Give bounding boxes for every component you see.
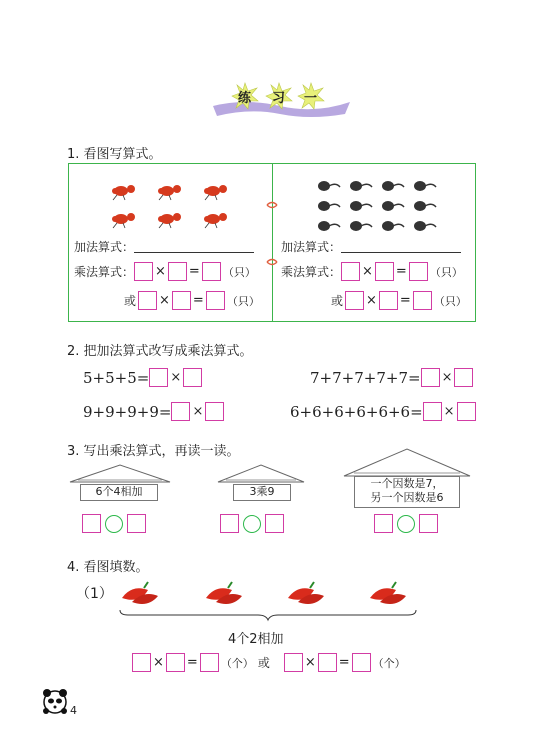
answer-box[interactable] [352, 653, 371, 672]
house-label-3-line-1: 一个因数是7， [370, 477, 444, 490]
or-label: 或 [257, 656, 270, 670]
answer-box[interactable] [166, 653, 185, 672]
times-sign: × [153, 655, 164, 670]
answer-box[interactable] [206, 291, 225, 310]
answer-box[interactable] [132, 653, 151, 672]
q2-title: 2. 把加法算式改写成乘法算式。 [67, 344, 253, 359]
answer-box[interactable] [220, 514, 239, 533]
answer-box[interactable] [413, 291, 432, 310]
answer-box[interactable] [149, 368, 168, 387]
brace-icon [118, 608, 418, 622]
q1-left-mul-row [74, 262, 256, 281]
answer-box[interactable] [200, 653, 219, 672]
q1-right-add-row [281, 238, 461, 255]
tadpole-icon [314, 178, 444, 236]
q3-title: 3. 写出乘法算式，再读一读。 [67, 444, 240, 459]
times-sign: × [366, 293, 377, 308]
q1-right-or-row [331, 291, 467, 310]
q4-answer-row [132, 653, 406, 672]
tadpole-group [314, 178, 444, 236]
unit-label: （个） [220, 656, 254, 670]
ant-group [109, 179, 229, 231]
header-char-2: 习 [272, 91, 286, 106]
answer-box[interactable] [127, 514, 146, 533]
q1-title: 1. 看图写算式。 [67, 147, 162, 162]
unit-label: （只） [226, 294, 260, 308]
expr-text: 6+6+6+6+6+6= [290, 402, 423, 421]
answer-box[interactable] [265, 514, 284, 533]
answer-line[interactable] [341, 240, 461, 253]
add-label: 加法算式： [281, 240, 342, 254]
times-sign: × [443, 404, 455, 419]
unit-label: （只） [222, 265, 256, 279]
page-number: 4 [70, 704, 77, 717]
q1-left-add-row [74, 238, 254, 255]
q1-divider [272, 164, 273, 321]
answer-box[interactable] [318, 653, 337, 672]
star-badge-1 [231, 82, 259, 110]
q1-right-mul-row [281, 262, 463, 281]
header-char-1: 练 [238, 91, 252, 106]
times-sign: × [304, 655, 316, 670]
scissors-icon [265, 256, 279, 268]
answer-box[interactable] [409, 262, 428, 281]
answer-box[interactable] [183, 368, 202, 387]
q2-expr-4 [290, 402, 476, 421]
times-sign: × [155, 264, 166, 279]
answer-box[interactable] [205, 402, 224, 421]
answer-box[interactable] [341, 262, 360, 281]
mul-label: 乘法算式： [281, 265, 342, 279]
equals-sign: = [395, 264, 407, 279]
answer-box[interactable] [345, 291, 364, 310]
answer-line[interactable] [134, 240, 254, 253]
answer-box[interactable] [374, 514, 393, 533]
expr-text: 9+9+9+9= [83, 402, 172, 421]
house-roof-icon [342, 446, 472, 478]
unit-label: （只） [433, 294, 467, 308]
equals-sign: = [399, 293, 411, 308]
pepper-icon [206, 582, 242, 604]
header-banner [205, 80, 355, 122]
answer-box[interactable] [419, 514, 438, 533]
add-label: 加法算式： [74, 240, 135, 254]
header-char-3: 一 [304, 91, 318, 106]
answer-box[interactable] [284, 653, 303, 672]
star-badge-2 [265, 82, 293, 110]
house-label-3 [354, 476, 460, 508]
pepper-icon [288, 582, 324, 604]
expr-text: 5+5+5= [83, 368, 150, 387]
equals-sign: = [186, 655, 198, 670]
answer-box[interactable] [134, 262, 153, 281]
or-label: 或 [331, 294, 344, 308]
answer-box[interactable] [168, 262, 187, 281]
operator-circle[interactable] [243, 515, 261, 533]
ant-icon [109, 179, 229, 231]
q3-answer-3 [374, 514, 438, 533]
house-roof-icon [68, 462, 172, 484]
answer-box[interactable] [421, 368, 440, 387]
answer-box[interactable] [454, 368, 473, 387]
equals-sign: = [192, 293, 204, 308]
answer-box[interactable] [202, 262, 221, 281]
house-label-2: 3乘9 [233, 484, 291, 501]
times-sign: × [441, 370, 453, 385]
unit-label: （只） [429, 265, 463, 279]
unit-label: （个） [372, 656, 406, 670]
answer-box[interactable] [171, 402, 190, 421]
times-sign: × [362, 264, 373, 279]
answer-box[interactable] [379, 291, 398, 310]
q3-answer-1 [82, 514, 146, 533]
q3-answer-2 [220, 514, 284, 533]
q4-sub: （1） [76, 586, 113, 602]
pepper-icon [122, 582, 158, 604]
times-sign: × [170, 370, 182, 385]
house-label-1: 6个4相加 [80, 484, 158, 501]
equals-sign: = [188, 264, 200, 279]
q2-expr-2 [310, 368, 473, 387]
operator-circle[interactable] [105, 515, 123, 533]
star-badge-3 [297, 82, 325, 110]
times-sign: × [159, 293, 170, 308]
q1-left-or-row [124, 291, 260, 310]
house-label-3-line-2: 另一个因数是6 [370, 491, 444, 504]
or-label: 或 [124, 294, 137, 308]
times-sign: × [192, 404, 204, 419]
house-roof-icon [216, 462, 306, 484]
equals-sign: = [338, 655, 350, 670]
pepper-icon [370, 582, 406, 604]
pepper-group [118, 574, 418, 612]
q1-frame [68, 163, 476, 322]
panda-icon [40, 686, 70, 716]
q4-caption: 4个2相加 [228, 632, 284, 647]
operator-circle[interactable] [397, 515, 415, 533]
mul-label: 乘法算式： [74, 265, 135, 279]
answer-box[interactable] [423, 402, 442, 421]
scissors-icon [265, 199, 279, 211]
q2-expr-3 [83, 402, 224, 421]
q2-expr-1 [83, 368, 202, 387]
q4-title: 4. 看图填数。 [67, 560, 149, 575]
answer-box[interactable] [138, 291, 157, 310]
expr-text: 7+7+7+7+7= [310, 368, 421, 387]
answer-box[interactable] [457, 402, 476, 421]
answer-box[interactable] [82, 514, 101, 533]
answer-box[interactable] [172, 291, 191, 310]
answer-box[interactable] [375, 262, 394, 281]
